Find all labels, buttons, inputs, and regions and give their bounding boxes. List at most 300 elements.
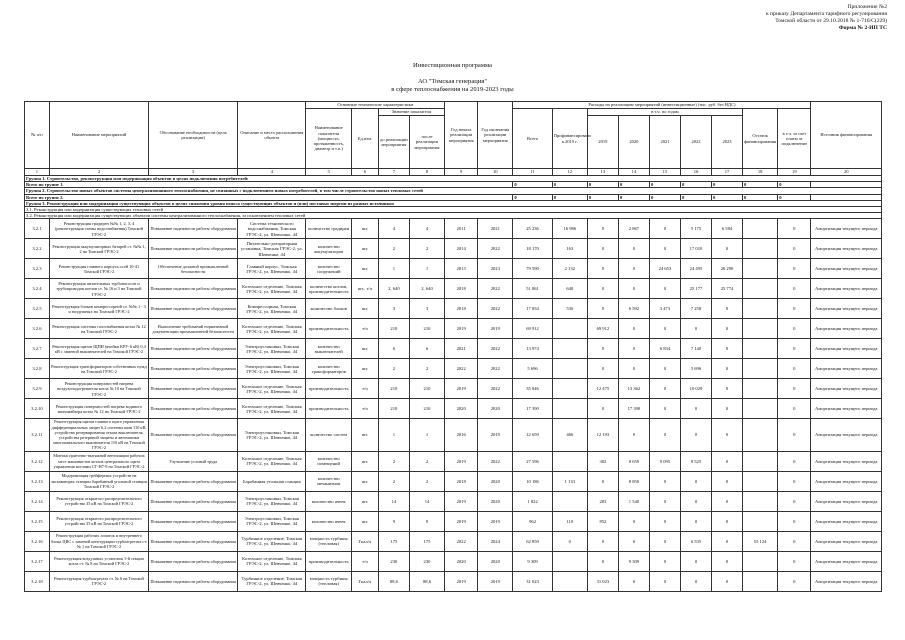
- cost-2020: 0: [618, 359, 649, 379]
- prior-funding: [552, 451, 587, 471]
- indicator-name: производительность: [306, 399, 352, 419]
- cost-2023: 0: [712, 471, 743, 491]
- table-row: [25, 551, 882, 571]
- table-row: [25, 399, 882, 419]
- order-reference: к приказу Департамента тарифного регулирования: [766, 11, 887, 17]
- col-end-header: Год окончания реализации мероприятия: [478, 102, 513, 169]
- col-2019-header: 2019: [587, 116, 618, 169]
- remaining-funding: [743, 551, 778, 571]
- value-before: 9: [378, 511, 409, 531]
- measure-name: Реконструкция поверхностей нагрева водяного экономайзера котла № 12 на Томской ГРЭС-2: [49, 399, 148, 419]
- end-year: 2020: [478, 491, 513, 511]
- cost-2022: 17 010: [680, 239, 711, 259]
- value-after: 2, 640: [409, 279, 444, 299]
- connection-fee: 0: [778, 259, 811, 279]
- connection-fee: 0: [778, 379, 811, 399]
- cost-2023: 0: [712, 451, 743, 471]
- values-group-header: Значение показателя: [378, 109, 444, 116]
- prior-funding: 16 986: [552, 219, 587, 239]
- row-number: 3.2.7: [25, 339, 50, 359]
- measure-name: Реконструкция рабочих лопаток и внутреннего блока ЦВС с заменой конструкции турбоагрегата ст. № 1 на Томской ГРЭС-2: [49, 531, 148, 551]
- cost-2023: 0: [712, 551, 743, 571]
- prior-funding: [552, 339, 587, 359]
- location: Барабанная угольная станция: [238, 471, 306, 491]
- value-before: 2: [378, 471, 409, 491]
- prior-funding: 163: [552, 239, 587, 259]
- cost-2022: 6 535: [680, 531, 711, 551]
- prior-funding: [552, 319, 587, 339]
- value-before: 2, 640: [378, 279, 409, 299]
- end-year: 2022: [478, 279, 513, 299]
- cost-2022: 0: [680, 419, 711, 451]
- unit: шт.: [351, 239, 378, 259]
- connection-fee: 0: [778, 551, 811, 571]
- justification: Повышение надежности работы оборудования: [149, 299, 238, 319]
- value-after: 210: [409, 399, 444, 419]
- prior-funding: [552, 551, 587, 571]
- indicator-name: производительность: [306, 319, 352, 339]
- col-2020-header: 2020: [618, 116, 649, 169]
- column-number: 1: [25, 169, 50, 176]
- column-number: 2: [49, 169, 148, 176]
- column-number: 10: [478, 169, 513, 176]
- funding-source: Амортизация текущего периода: [811, 399, 882, 419]
- total-cost: 1 822: [513, 491, 552, 511]
- cost-2021: 0: [649, 419, 680, 451]
- cost-2023: 0: [712, 239, 743, 259]
- justification: Повышение надежности работы оборудования: [149, 359, 238, 379]
- funding-source: Амортизация текущего периода: [811, 471, 882, 491]
- cost-2021: 3 473: [649, 299, 680, 319]
- measure-name: Реконструкция аккумуляторных батарей ст. №№ 1, 2 на Томской ГРЭС-2: [49, 239, 148, 259]
- table-row: [25, 491, 882, 511]
- justification: Повышение надежности работы оборудования: [149, 571, 238, 591]
- column-number: 8: [409, 169, 444, 176]
- cost-2020: 13 362: [618, 379, 649, 399]
- cost-2019: 0: [587, 551, 618, 571]
- connection-fee: 0: [778, 471, 811, 491]
- cost-2023: 0: [712, 379, 743, 399]
- value-before: 210: [378, 399, 409, 419]
- remaining-funding: [743, 299, 778, 319]
- start-year: 2019: [445, 511, 478, 531]
- start-year: 2011: [445, 219, 478, 239]
- cost-2023: 0: [712, 299, 743, 319]
- cost-2021: 24 653: [649, 259, 680, 279]
- column-number: 5: [306, 169, 352, 176]
- cost-2022: 10 029: [680, 379, 711, 399]
- cost-2020: 0: [618, 531, 649, 551]
- col-source-header: Источник финансирования: [811, 102, 882, 169]
- column-number: 7: [378, 169, 409, 176]
- measure-name: Реконструкция щитов главного щита управления дифференциальных защит 6,2 системы шин 110 кВ, устройства резервирования отказа выключателя, устройства резервной защиты и автоматики многоканального выключателя 110 кВ на Томской ГРЭС-2: [49, 419, 148, 451]
- value-before: 2: [378, 239, 409, 259]
- unit: шт., т/ч: [351, 279, 378, 299]
- start-year: 2020: [445, 399, 478, 419]
- value-before: 2: [378, 359, 409, 379]
- end-year: 2022: [478, 239, 513, 259]
- cost-2022: 0: [680, 471, 711, 491]
- cost-2021: 0: [649, 511, 680, 531]
- indicator-name: количество аккумуляторов: [306, 239, 352, 259]
- start-year: 2014: [445, 239, 478, 259]
- cost-2019: 0: [587, 299, 618, 319]
- total-cost: 10 186: [513, 471, 552, 491]
- value-after: 9: [409, 511, 444, 531]
- cost-2019: 302: [587, 451, 618, 471]
- prior-funding: 530: [552, 299, 587, 319]
- location: Питательно-деаэраторная установка, Томская ГРЭС-2, ул. Шевченко, 44: [238, 239, 306, 259]
- order-date: Томской области от 29.10.2018 № 1-716/С(229): [775, 18, 887, 24]
- start-year: 2022: [445, 531, 478, 551]
- value-before: 1: [378, 419, 409, 451]
- justification: Повышение надежности работы оборудования: [149, 491, 238, 511]
- funding-source: Амортизация текущего периода: [811, 551, 882, 571]
- cost-2020: 6 592: [618, 299, 649, 319]
- value-after: 2: [409, 451, 444, 471]
- value-before: 1: [378, 259, 409, 279]
- col-total-header: Всего: [513, 109, 552, 169]
- group-3-title: Группа 3. Реконструкция или модернизация существующих объектов в целях снижения уровня износа существующих объектов и (или) поставки энергии из разных источников: [25, 200, 882, 206]
- prior-funding: 1 133: [552, 471, 587, 491]
- cost-2019: 852: [587, 511, 618, 531]
- unit: шт.: [351, 299, 378, 319]
- unit: шт.: [351, 471, 378, 491]
- total-cost: 25 236: [513, 219, 552, 239]
- justification: Повышение надежности работы оборудования: [149, 551, 238, 571]
- row-number: 3.2.11: [25, 419, 50, 451]
- value-after: 4: [409, 219, 444, 239]
- measure-name: Реконструкция питательных турбонасосов и трубопроводов котлов ст. № 16 и 3 на Томской ГРЭС-2: [49, 279, 148, 299]
- group-1-title: Группа 1. Строительство, реконструкция или модернизация объектов в целях подключения потребителей:: [25, 176, 882, 182]
- end-year: 2020: [478, 471, 513, 491]
- approval-note: [766, 4, 887, 32]
- col-place-header: Описание и место расположения объекта: [238, 102, 306, 169]
- unit: т/ч: [351, 399, 378, 419]
- unit: шт.: [351, 359, 378, 379]
- justification: Повышение надежности работы оборудования: [149, 279, 238, 299]
- indicator-name: количество трансформаторов: [306, 359, 352, 379]
- group-2-title: Группа 2. Строительство новых объектов системы централизованного теплоснабжения, не связанных с подключением новых потребителей, в том числе строительство новых тепловых сетей: [25, 188, 882, 194]
- connection-fee: 0: [778, 299, 811, 319]
- cost-2021: 0: [649, 551, 680, 571]
- value-before: 4: [378, 219, 409, 239]
- cost-2021: 0: [649, 219, 680, 239]
- col-rest-header: Остаток финансирования: [743, 109, 778, 169]
- row-number: 3.2.1: [25, 219, 50, 239]
- remaining-funding: [743, 379, 778, 399]
- cost-2023: 25 774: [712, 279, 743, 299]
- indicator-name: количество ячеек: [306, 491, 352, 511]
- cost-2020: 0: [618, 239, 649, 259]
- table-row: [25, 259, 882, 279]
- end-year: 2022: [478, 299, 513, 319]
- remaining-funding: [743, 239, 778, 259]
- cost-2019: 0: [587, 531, 618, 551]
- column-number: 17: [712, 169, 743, 176]
- cost-2021: 0: [649, 319, 680, 339]
- funding-source: Амортизация текущего периода: [811, 571, 882, 591]
- cost-2020: 0: [618, 279, 649, 299]
- cost-2023: 0: [712, 511, 743, 531]
- end-year: 2024: [478, 531, 513, 551]
- remaining-funding: [743, 419, 778, 451]
- value-after: 2: [409, 239, 444, 259]
- value-after: 88,6: [409, 571, 444, 591]
- table-row: [25, 219, 882, 239]
- col-unit-header: Ед.изм.: [351, 109, 378, 169]
- location: Котельное отделение, Томская ГРЭС-2, ул. Шевченко, 44: [238, 551, 306, 571]
- value-after: 1: [409, 419, 444, 451]
- cost-2020: 8 659: [618, 451, 649, 471]
- justification: Повышение надежности работы оборудования: [149, 239, 238, 259]
- location: Котельное отделение, Томская ГРЭС-2, ул. Шевченко, 44: [238, 379, 306, 399]
- cost-2019: 0: [587, 359, 618, 379]
- cost-2022: 9 525: [680, 451, 711, 471]
- cost-2022: 0: [680, 319, 711, 339]
- total-cost: 35 846: [513, 379, 552, 399]
- row-number: 3.2.6: [25, 319, 50, 339]
- table-row: [25, 511, 882, 531]
- value-after: 2: [409, 471, 444, 491]
- column-number: 18: [743, 169, 778, 176]
- cost-2019: 69 912: [587, 319, 618, 339]
- value-before: 210: [378, 319, 409, 339]
- value-after: 1: [409, 259, 444, 279]
- measure-name: Реконструкция главного корпуса осей 10-41 Томской ГРЭС-2: [49, 259, 148, 279]
- prior-funding: [552, 379, 587, 399]
- indicator-name: количество помещений: [306, 451, 352, 471]
- column-number: 14: [618, 169, 649, 176]
- location: Система технического водоснабжения, Томская ГРЭС-2, ул. Шевченко, 44: [238, 219, 306, 239]
- funding-source: Амортизация текущего периода: [811, 259, 882, 279]
- cost-2022: 25 177: [680, 279, 711, 299]
- connection-fee: 0: [778, 279, 811, 299]
- row-number: 3.2.13: [25, 471, 50, 491]
- row-number: 3.2.4: [25, 279, 50, 299]
- cost-2023: 0: [712, 491, 743, 511]
- total-cost: 12 659: [513, 419, 552, 451]
- total-cost: 17 854: [513, 299, 552, 319]
- measure-name: Реконструкция системы газоснабжения котла № 12 на Томской ГРЭС-2: [49, 319, 148, 339]
- row-number: 3.2.3: [25, 259, 50, 279]
- remaining-funding: [743, 279, 778, 299]
- measure-name: Реконструкция трансформаторов собственных нужд на Томской ГРЭС-2: [49, 359, 148, 379]
- prior-funding: 466: [552, 419, 587, 451]
- value-after: 6: [409, 339, 444, 359]
- cost-2019: 0: [587, 239, 618, 259]
- table-row: [25, 471, 882, 491]
- cost-2023: 0: [712, 571, 743, 591]
- prior-funding: 0: [552, 531, 587, 551]
- column-number: 16: [680, 169, 711, 176]
- measure-name: Реконструкция открытого распределительного устройства 35 кВ на Томской ГРЭС-2: [49, 491, 148, 511]
- table-row: [25, 239, 882, 259]
- cost-2019: 12 475: [587, 379, 618, 399]
- cost-2022: 5 175: [680, 219, 711, 239]
- end-year: 2022: [478, 359, 513, 379]
- indicator-name: количество котлов, производительность: [306, 279, 352, 299]
- cost-2020: 0: [618, 259, 649, 279]
- indicator-name: количество механизмов: [306, 471, 352, 491]
- table-row: [25, 339, 882, 359]
- cost-2021: 0: [649, 531, 680, 551]
- value-after: 230: [409, 551, 444, 571]
- value-before: 3: [378, 299, 409, 319]
- cost-2021: 0: [649, 239, 680, 259]
- funding-source: Амортизация текущего периода: [811, 511, 882, 531]
- remaining-funding: [743, 339, 778, 359]
- subsection-3-1: 3.1. Реконструкция или модернизация существующих тепловых сетей: [25, 207, 882, 213]
- unit: шт.: [351, 219, 378, 239]
- value-after: 2: [409, 359, 444, 379]
- end-year: 2019: [478, 319, 513, 339]
- end-year: 2019: [478, 511, 513, 531]
- indicator-name: количество градирен: [306, 219, 352, 239]
- measure-name: Реконструкция турбоагрегата ст. № 6 на Томской ГРЭС-2: [49, 571, 148, 591]
- cost-2023: 0: [712, 319, 743, 339]
- unit: т/ч: [351, 551, 378, 571]
- table-row: [25, 279, 882, 299]
- connection-fee: 0: [778, 339, 811, 359]
- column-number: 11: [513, 169, 552, 176]
- unit: т/ч: [351, 379, 378, 399]
- value-after: 14: [409, 491, 444, 511]
- start-year: 2021: [445, 339, 478, 359]
- cost-2019: 12 193: [587, 419, 618, 451]
- cost-2020: 0: [618, 511, 649, 531]
- justification: Улучшение условий труда: [149, 451, 238, 471]
- connection-fee: 0: [778, 419, 811, 451]
- end-year: 2023: [478, 259, 513, 279]
- end-year: 2021: [478, 219, 513, 239]
- justification: Выполнение требований нормативной документации промышленной безопасности: [149, 319, 238, 339]
- cost-2019: 0: [587, 339, 618, 359]
- indicator-name: количество сооружений: [306, 259, 352, 279]
- cost-2019: 283: [587, 491, 618, 511]
- location: Электроустановки, Томская ГРЭС-2, ул. Шевченко, 44: [238, 419, 306, 451]
- measure-name: Монтаж приточно-вытяжной вентиляции рабочих мест машинистов котлов центрального щита управления котлами СТ-Н7-9 на Томской ГРЭС-2: [49, 451, 148, 471]
- location: Компрессорная, Томская ГРЭС-2, ул. Шевченко, 44: [238, 299, 306, 319]
- unit: шт.: [351, 451, 378, 471]
- remaining-funding: [743, 359, 778, 379]
- justification: Повышение надежности работы оборудования: [149, 399, 238, 419]
- cost-2022: 0: [680, 551, 711, 571]
- column-number: 9: [445, 169, 478, 176]
- table-row: [25, 451, 882, 471]
- cost-2020: 0: [618, 571, 649, 591]
- end-year: 2019: [478, 571, 513, 591]
- prior-funding: 110: [552, 511, 587, 531]
- indicator-name: производительность: [306, 551, 352, 571]
- value-before: 14: [378, 491, 409, 511]
- start-year: 2022: [445, 359, 478, 379]
- cost-2022: 5 696: [680, 359, 711, 379]
- costs-group-header: Расходы на реализацию мероприятий (инвестиционные) (тыс. руб. без НДС): [513, 102, 811, 109]
- connection-fee: 0: [778, 531, 811, 551]
- location: Котельное отделение, Томская ГРЭС-2, ул. Шевченко, 44: [238, 319, 306, 339]
- cost-2021: 0: [649, 471, 680, 491]
- connection-fee: 0: [778, 451, 811, 471]
- remaining-funding: [743, 399, 778, 419]
- unit: шт.: [351, 419, 378, 451]
- row-number: 3.2.2: [25, 239, 50, 259]
- funding-source: Амортизация текущего периода: [811, 239, 882, 259]
- location: Главный корпус, Томская ГРЭС-2, ул. Шевченко, 44: [238, 259, 306, 279]
- cost-2021: 0: [649, 379, 680, 399]
- organization-name: АО "Томская генерация": [417, 78, 488, 85]
- table-row: [25, 571, 882, 591]
- cost-2021: 0: [649, 491, 680, 511]
- row-number: 3.2.18: [25, 571, 50, 591]
- unit: Гкал/ч: [351, 531, 378, 551]
- cost-2021: 9 095: [649, 451, 680, 471]
- column-number: 12: [552, 169, 587, 176]
- value-after: 3: [409, 299, 444, 319]
- unit: шт.: [351, 511, 378, 531]
- start-year: 2015: [445, 259, 478, 279]
- measure-name: Реконструкция щитов ЩПН (ячейки КРУ-6 кВ) 0,4 кВ с заменой выключателей на Томской ГРЭС-2: [49, 339, 148, 359]
- start-year: 2020: [445, 551, 478, 571]
- measure-name: Реконструкция градирен №№ 1, 2, 3, 4 (реконструкция схемы водоснабжения) Томской ГРЭС-2: [49, 219, 148, 239]
- measure-name: Реконструкция поверхностей нагрева воздухоподогревателя котла № 10 на Томской ГРЭС-2: [49, 379, 148, 399]
- unit: шт.: [351, 491, 378, 511]
- location: Котельное отделение, Томская ГРЭС-2, ул. Шевченко, 44: [238, 399, 306, 419]
- start-year: 2019: [445, 319, 478, 339]
- total-cost: 5 696: [513, 359, 552, 379]
- years-group-header: в т.ч. по годам: [587, 109, 742, 116]
- connection-fee: 0: [778, 359, 811, 379]
- total-cost: 9 309: [513, 551, 552, 571]
- col-goal-header: Обоснование необходимости (цель реализации): [149, 102, 238, 169]
- connection-fee: 0: [778, 511, 811, 531]
- funding-source: Амортизация текущего периода: [811, 319, 882, 339]
- col-name-header: Наименование мероприятий: [49, 102, 148, 169]
- cost-2021: 0: [649, 399, 680, 419]
- funding-source: Амортизация текущего периода: [811, 531, 882, 551]
- unit: шт.: [351, 259, 378, 279]
- document-scope: в сфере теплоснабжения на 2019-2023 годы: [391, 86, 514, 93]
- justification: Повышение надежности работы оборудования: [149, 219, 238, 239]
- total-cost: 27 596: [513, 451, 552, 471]
- location: Электроустановки, Томская ГРЭС-2, ул. Шевченко, 44: [238, 359, 306, 379]
- funding-source: Амортизация текущего периода: [811, 299, 882, 319]
- subsection-3-2: 3.2. Реконструкция или модернизация существующих объектов системы централизованного теплоснабжения, за исключением тепловых сетей: [25, 213, 882, 219]
- start-year: 2019: [445, 379, 478, 399]
- indicator-name: мощность турбины (тепловая): [306, 571, 352, 591]
- cost-2022: 0: [680, 491, 711, 511]
- form-number: Форма № 2-ИП ТС: [838, 25, 887, 31]
- table-row: [25, 419, 882, 451]
- remaining-funding: [743, 571, 778, 591]
- table-row: [25, 531, 882, 551]
- location: Турбинное отделение, Томская ГРЭС-2, ул. Шевченко, 44: [238, 571, 306, 591]
- cost-2020: 1 540: [618, 491, 649, 511]
- remaining-funding: [743, 511, 778, 531]
- row-number: 3.2.17: [25, 551, 50, 571]
- start-year: 2018: [445, 279, 478, 299]
- remaining-funding: 55 124: [743, 531, 778, 551]
- cost-2020: 8 850: [618, 471, 649, 491]
- col-number-header: № п/п: [25, 102, 50, 169]
- column-number: 13: [587, 169, 618, 176]
- col-2022-header: 2022: [680, 116, 711, 169]
- indicator-name: количество выключателей: [306, 339, 352, 359]
- unit: т/ч: [351, 319, 378, 339]
- cost-2021: 6 834: [649, 339, 680, 359]
- justification: Повышение надежности работы оборудования: [149, 511, 238, 531]
- prior-funding: [552, 491, 587, 511]
